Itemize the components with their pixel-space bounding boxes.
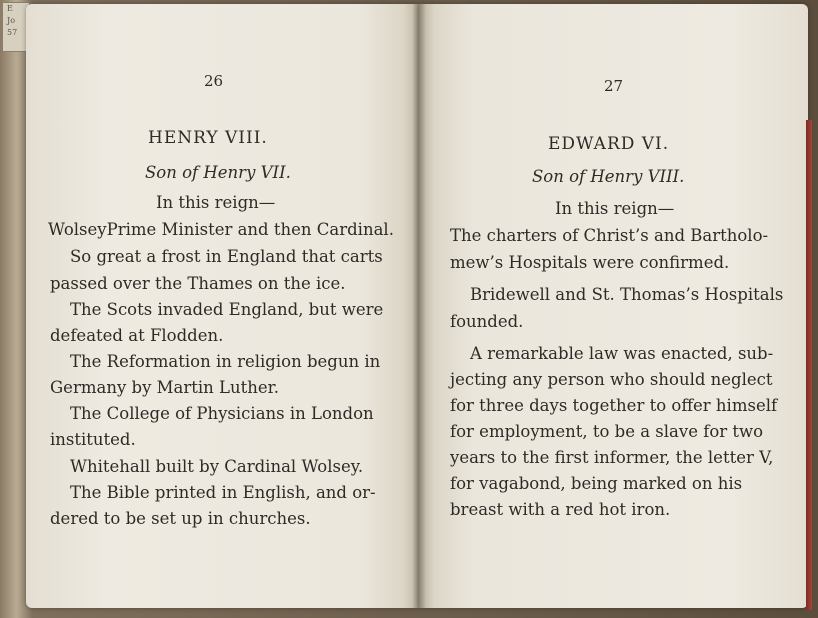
text-line: for employment, to be a slave for two (450, 422, 764, 441)
right-page (419, 4, 808, 608)
text-line: passed over the Thames on the ice. (50, 274, 346, 293)
text-line: breast with a red hot iron. (450, 500, 671, 519)
chapter-subtitle-left: Son of Henry VII. (145, 163, 291, 182)
page-number-left: 26 (204, 72, 224, 90)
page-number-right: 27 (604, 77, 624, 95)
text-line: Germany by Martin Luther. (50, 378, 279, 397)
red-page-edge (806, 120, 812, 610)
text-line: defeated at Flodden. (50, 326, 224, 345)
intro-line-right: In this reign— (555, 199, 675, 218)
text-line: Bridewell and St. Thomas’s Hospitals (470, 285, 784, 304)
edge-tab-line: E (7, 4, 13, 13)
text-line: WolseyPrime Minister and then Cardinal. (48, 220, 394, 239)
text-line: Whitehall built by Cardinal Wolsey. (70, 457, 364, 476)
text-line: years to the first informer, the letter V, (450, 448, 774, 467)
edge-tab-line: 57 (7, 28, 18, 37)
chapter-title-left: HENRY VIII. (148, 128, 268, 148)
edge-tab-line: Jo (7, 16, 16, 25)
intro-line-left: In this reign— (156, 193, 276, 212)
text-line: founded. (450, 312, 524, 331)
text-line: So great a frost in England that carts (70, 247, 383, 266)
spine-shadow (412, 4, 426, 608)
text-line: for three days together to offer himself (450, 396, 778, 415)
text-line: The charters of Christ’s and Bartholo- (450, 226, 769, 245)
left-page (26, 4, 419, 608)
text-line: mew’s Hospitals were confirmed. (450, 253, 730, 272)
text-line: The Scots invaded England, but were (70, 300, 384, 319)
text-line: The Bible printed in English, and or- (70, 483, 376, 502)
text-line: The College of Physicians in London (70, 404, 374, 423)
chapter-subtitle-right: Son of Henry VIII. (532, 167, 685, 186)
chapter-title-right: EDWARD VI. (548, 134, 670, 154)
text-line: A remarkable law was enacted, sub- (470, 344, 774, 363)
text-line: dered to be set up in churches. (50, 509, 311, 528)
text-line: instituted. (50, 430, 136, 449)
text-line: jecting any person who should neglect (450, 370, 773, 389)
text-line: The Reformation in religion begun in (70, 352, 381, 371)
text-line: for vagabond, being marked on his (450, 474, 743, 493)
